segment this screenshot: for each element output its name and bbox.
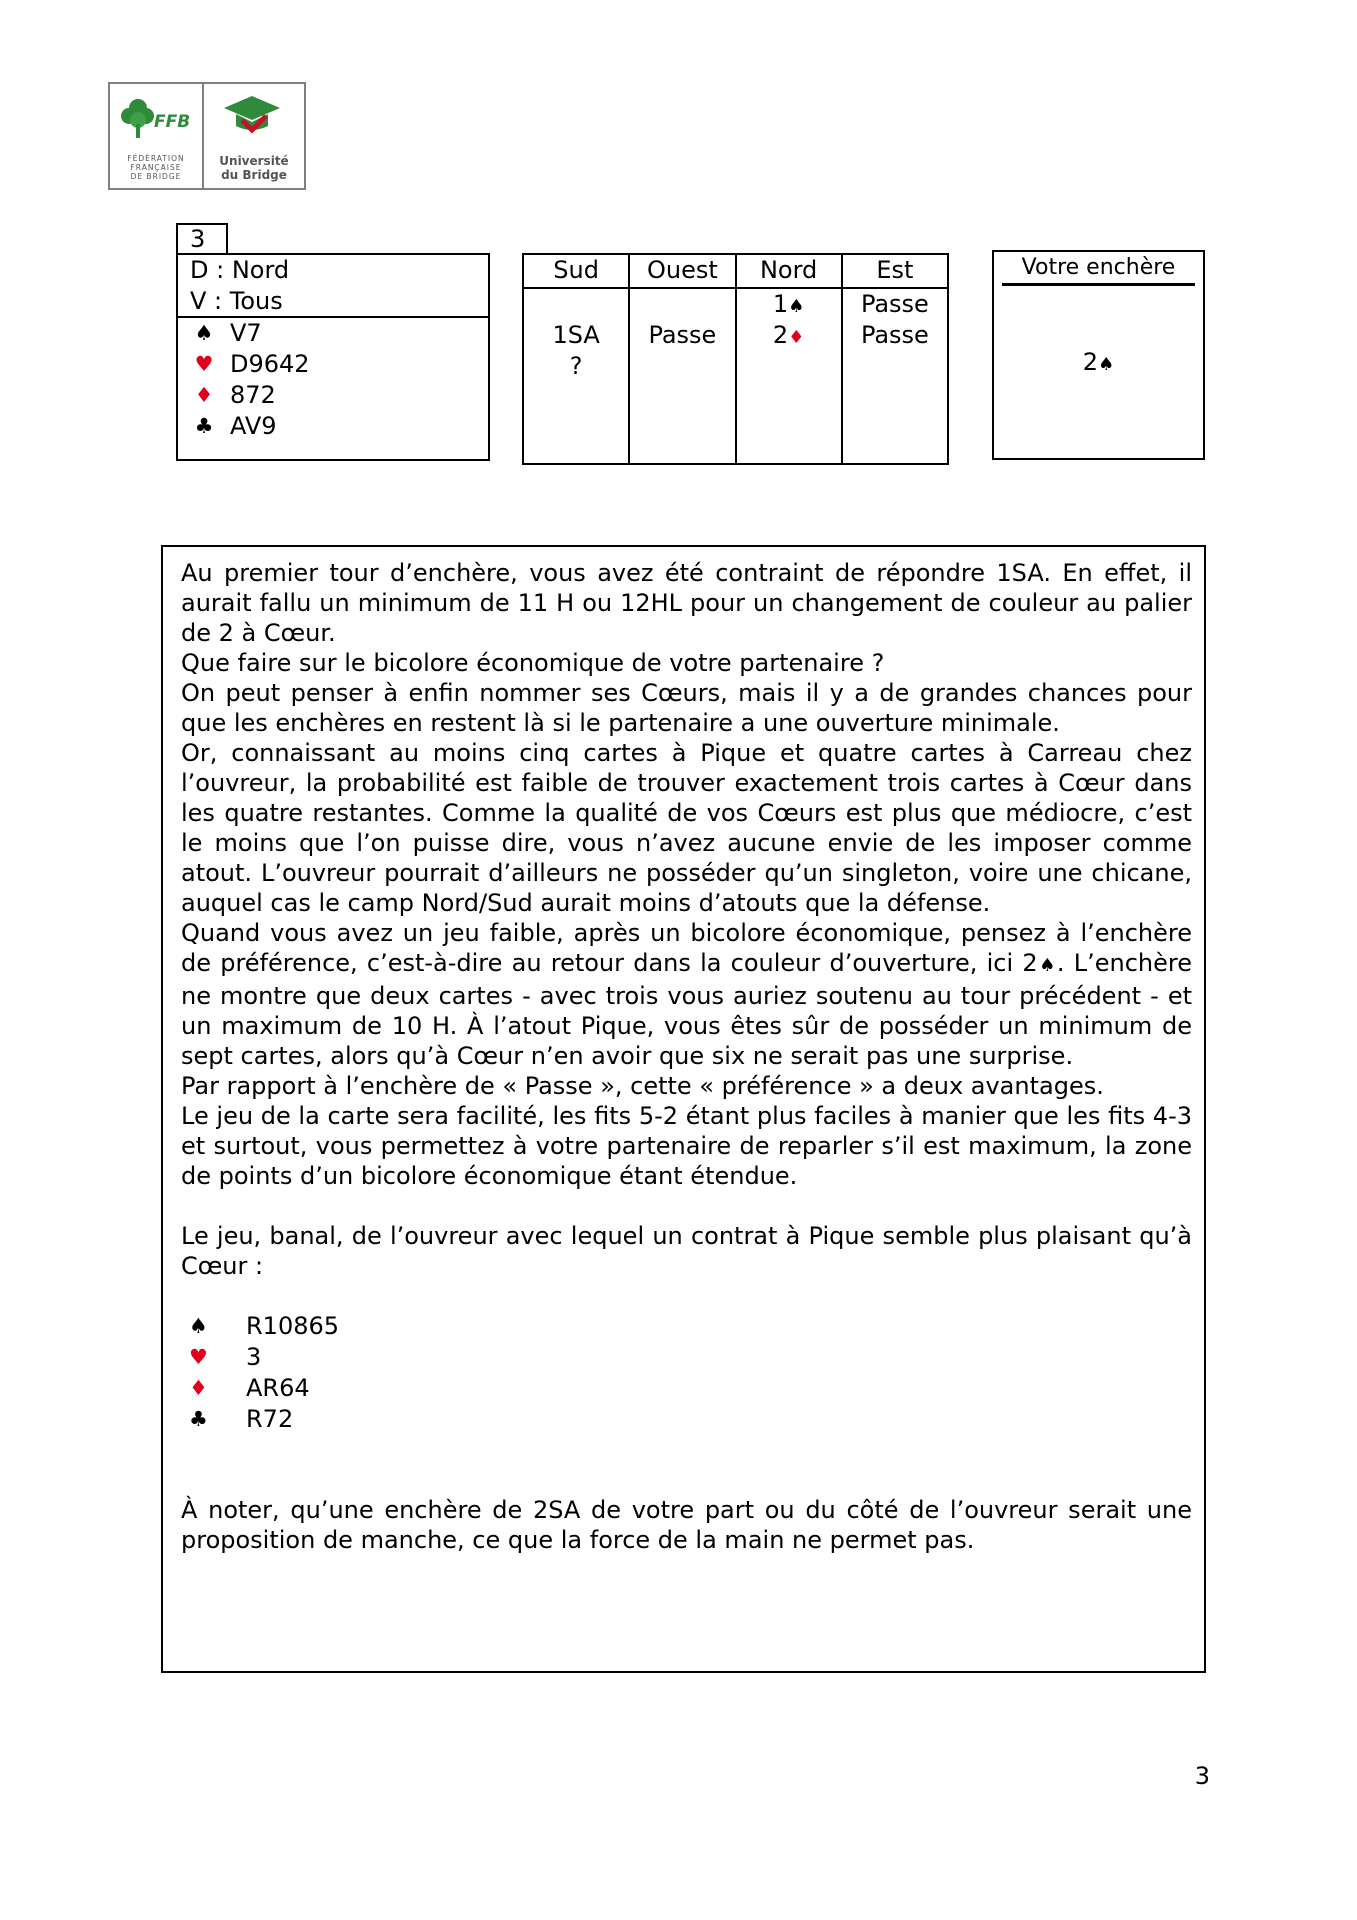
diamond-icon: ♦ [189, 1376, 208, 1400]
vulnerability: V : Tous [190, 287, 283, 315]
bid-cell [630, 289, 734, 320]
answer-bid [994, 348, 1203, 376]
paragraph: Le jeu de la carte sera facilité, les fits 5-2 étant plus faciles à manier que les fits 4-3 et surtout, vous permettez à votre partenaire de reparler s’il est maximum, la zone de points d’un bicolore économique étant étendue. [181, 1102, 1192, 1190]
cards-diamonds: AR64 [246, 1374, 310, 1402]
paragraph: Que faire sur le bicolore économique de votre partenaire ? [181, 649, 885, 677]
paragraph: Au premier tour d’enchère, vous avez été contraint de répondre 1SA. En effet, il aurait fallu un minimum de 11 H ou 12HL pour un changement de couleur au palier de 2 à Cœur. [181, 559, 1192, 647]
diamond-icon: ♦ [788, 327, 805, 348]
hand-row-hearts [181, 1342, 1192, 1373]
bid-cell [843, 351, 947, 382]
bid-cell: ? [569, 352, 583, 380]
answer-level: 2 [1082, 348, 1099, 376]
bid-level: 1 [772, 290, 789, 318]
graduation-cap-icon [222, 94, 282, 138]
bid-cell: 1SA [552, 321, 600, 349]
bid-cell [737, 320, 841, 351]
ffb-text: FFB [154, 112, 191, 132]
federation-text: FÉDÉRATION FRANÇAISE DE BRIDGE [127, 154, 185, 181]
cards-spades: R10865 [246, 1312, 340, 1340]
hand-row-hearts [178, 349, 488, 380]
bid-cell [630, 351, 734, 382]
bidding-table [522, 253, 949, 465]
bid-column-sud [524, 255, 630, 463]
cards-clubs: AV9 [230, 412, 277, 440]
deal-number: 3 [176, 223, 228, 253]
cards-spades: V7 [230, 319, 262, 347]
bid-column-ouest [630, 255, 736, 463]
paragraph: Or, connaissant au moins cinq cartes à Pique et quatre cartes à Carreau chez l’ouvreur, la probabilité est faible de trouver exactement trois cartes à Cœur dans les quatre restantes. Comme la qualité de vos Cœurs est plus que médiocre, c’est le moins que l’on puisse dire, vous n’avez aucune envie de les imposer comme atout. L’ouvreur pourrait d’ailleurs ne posséder qu’un singleton, voire une chicane, auquel cas le camp Nord/Sud aurait moins d’atouts que la défense. [181, 739, 1192, 917]
spade-icon: ♠ [1037, 955, 1057, 976]
bid-header: Sud [524, 255, 628, 289]
deal-info [178, 255, 488, 318]
bid-cell [737, 351, 841, 382]
universite-logo [204, 84, 304, 188]
bid-header: Nord [737, 255, 841, 289]
paragraph: Par rapport à l’enchère de « Passe », cette « préférence » a deux avantages. [181, 1072, 1104, 1100]
divider [1002, 283, 1195, 286]
heart-icon: ♥ [194, 352, 214, 376]
hand-row-spades [181, 1311, 1192, 1342]
paragraph: On peut penser à enfin nommer ses Cœurs, mais il y a de grandes chances pour que les enchères en restent là si le partenaire a une ouverture minimale. [181, 679, 1192, 737]
club-icon: ♣ [194, 414, 214, 438]
hand-row-spades [178, 318, 488, 349]
commentary-box [161, 545, 1206, 1673]
cards-diamonds: 872 [230, 381, 276, 409]
bid-cell: Passe [860, 290, 929, 318]
ffb-logo [110, 84, 204, 188]
bid-cell [524, 289, 628, 320]
dealer: D : Nord [190, 256, 290, 284]
universite-text: Université du Bridge [219, 154, 289, 182]
hand-row-clubs [181, 1404, 1192, 1435]
hand-row-diamonds [181, 1373, 1192, 1404]
bid-cell: Passe [648, 321, 717, 349]
cards-clubs: R72 [246, 1405, 294, 1433]
page-number: 3 [1194, 1762, 1210, 1790]
votre-enchere-box [992, 250, 1205, 460]
bid-column-est [843, 255, 947, 463]
tree-icon [118, 96, 158, 140]
paragraph-preference: Quand vous avez un jeu faible, après un bicolore économique, pensez à l’enchère de préférence, c’est-à-dire au retour dans la couleur d’ouverture, ici 2♠. L’enchère ne montre que deux cartes - avec trois vous auriez soutenu au tour précédent - et un maximum de 10 H. À l’atout Pique, vous êtes sûr de posséder un minimum de sept cartes, alors qu’à Cœur n’en avoir que six ne serait pas une surprise. [181, 919, 1193, 1070]
club-icon: ♣ [189, 1407, 208, 1431]
hand-row-diamonds [178, 380, 488, 411]
bid-cell [737, 289, 841, 320]
bid-cell: Passe [860, 321, 929, 349]
cards-hearts: 3 [246, 1343, 262, 1371]
bid-column-nord [737, 255, 843, 463]
bid-header: Ouest [630, 255, 734, 289]
hand-row-clubs [178, 411, 488, 442]
opener-hand [181, 1311, 1192, 1435]
paragraph-opener-intro: Le jeu, banal, de l’ouvreur avec lequel un contrat à Pique semble plus plaisant qu’à Cœur : [181, 1222, 1192, 1280]
deal-box [176, 253, 490, 461]
paragraph-note: À noter, qu’une enchère de 2SA de votre part ou du côté de l’ouvreur serait une proposition de manche, ce que la force de la main ne permet pas. [181, 1496, 1192, 1554]
diamond-icon: ♦ [194, 383, 214, 407]
spade-icon: ♠ [1098, 354, 1115, 375]
spade-icon: ♠ [189, 1314, 208, 1338]
cards-hearts: D9642 [230, 350, 310, 378]
heart-icon: ♥ [189, 1345, 208, 1369]
spade-icon: ♠ [788, 296, 805, 317]
bid-header: Est [843, 255, 947, 289]
spade-icon: ♠ [194, 321, 214, 345]
south-hand [178, 318, 488, 442]
bid-level: 2 [772, 321, 789, 349]
votre-enchere-title: Votre enchère [1021, 255, 1176, 280]
logo [108, 82, 306, 190]
